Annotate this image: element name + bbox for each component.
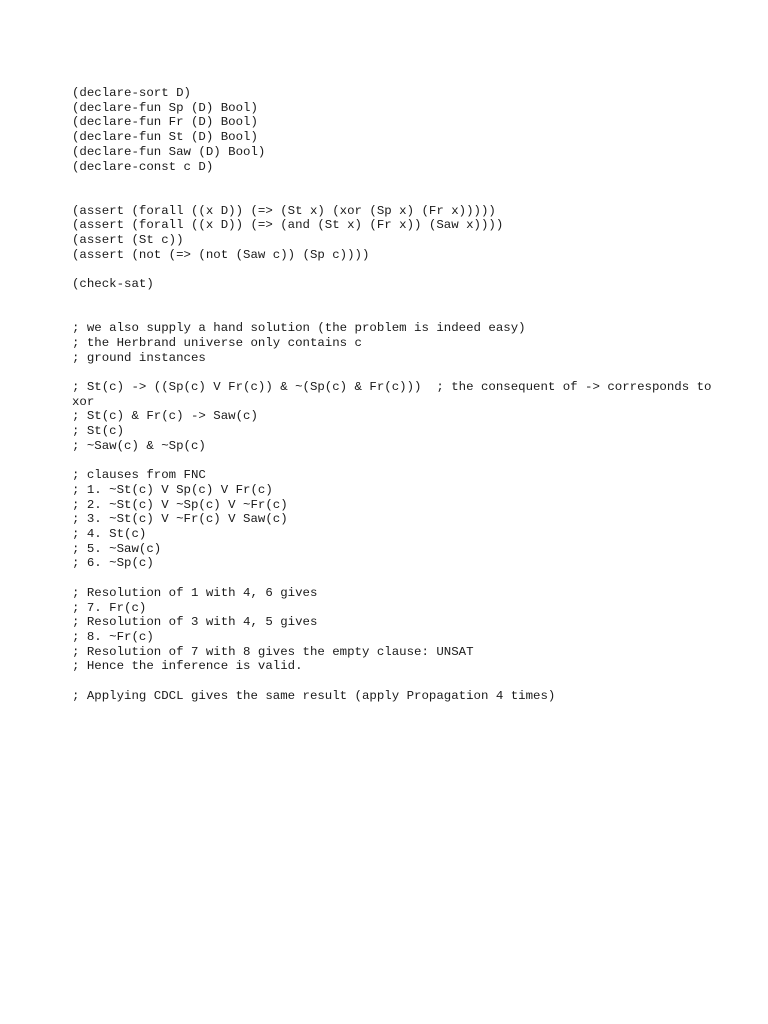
spacer — [72, 262, 712, 277]
comment-line: ; ~Saw(c) & ~Sp(c) — [72, 438, 206, 453]
assertion-line: (assert (forall ((x D)) (=> (and (St x) (Fr x)) (Saw x)))) — [72, 218, 504, 233]
comment-line: ; 5. ~Saw(c) — [72, 541, 162, 556]
declaration-line: (declare-fun Saw (D) Bool) — [72, 144, 266, 159]
resolution-block — [72, 586, 712, 674]
comment-line: ; Hence the inference is valid. — [72, 659, 303, 674]
comment-line: ; Resolution of 1 with 4, 6 gives — [72, 585, 318, 600]
document-page — [72, 86, 719, 703]
comment-line: ; ground instances — [72, 350, 206, 365]
comment-line: ; Resolution of 7 with 8 gives the empty clause: UNSAT — [72, 644, 474, 659]
comment-line: ; 2. ~St(c) V ~Sp(c) V ~Fr(c) — [72, 497, 288, 512]
comment-line: ; 8. ~Fr(c) — [72, 629, 154, 644]
comment-line: ; Applying CDCL gives the same result (apply Propagation 4 times) — [72, 688, 556, 703]
spacer — [72, 292, 712, 321]
comment-line: ; St(c) — [72, 424, 125, 439]
comment-line: ; 4. St(c) — [72, 527, 147, 542]
comment-line: ; clauses from FNC — [72, 468, 206, 483]
declaration-line: (declare-fun Sp (D) Bool) — [72, 100, 258, 115]
spacer — [72, 674, 712, 689]
clauses-block — [72, 468, 712, 571]
assertion-line: (assert (St c)) — [72, 233, 184, 248]
spacer — [72, 365, 712, 380]
assertion-line: (assert (forall ((x D)) (=> (St x) (xor (Sp x) (Fr x))))) — [72, 203, 496, 218]
comment-line: ; Resolution of 3 with 4, 5 gives — [72, 615, 318, 630]
comment-line: ; 6. ~Sp(c) — [72, 556, 154, 571]
final-comment-block — [72, 689, 712, 704]
comment-line: ; St(c) & Fr(c) -> Saw(c) — [72, 409, 258, 424]
declarations-block — [72, 86, 712, 174]
check-sat-line: (check-sat) — [72, 277, 154, 292]
check-sat-block — [72, 277, 712, 292]
assertion-line: (assert (not (=> (not (Saw c)) (Sp c)))) — [72, 247, 370, 262]
declaration-line: (declare-sort D) — [72, 86, 191, 100]
intro-comments-block — [72, 321, 712, 365]
comment-line: ; St(c) -> ((Sp(c) V Fr(c)) & ~(Sp(c) & Fr(c))) ; the consequent of -> corresponds to xor — [72, 380, 719, 409]
comment-line: ; 1. ~St(c) V Sp(c) V Fr(c) — [72, 482, 273, 497]
comment-line: ; the Herbrand universe only contains c — [72, 335, 362, 350]
ground-instances-block — [72, 380, 719, 454]
declaration-line: (declare-const c D) — [72, 159, 214, 174]
comment-line: ; 3. ~St(c) V ~Fr(c) V Saw(c) — [72, 512, 288, 527]
declaration-line: (declare-fun St (D) Bool) — [72, 130, 258, 145]
spacer — [72, 454, 712, 469]
spacer — [72, 571, 712, 586]
declaration-line: (declare-fun Fr (D) Bool) — [72, 115, 258, 130]
spacer — [72, 174, 712, 203]
comment-line: ; 7. Fr(c) — [72, 600, 147, 615]
assertions-block — [72, 204, 712, 263]
comment-line: ; we also supply a hand solution (the problem is indeed easy) — [72, 321, 526, 336]
